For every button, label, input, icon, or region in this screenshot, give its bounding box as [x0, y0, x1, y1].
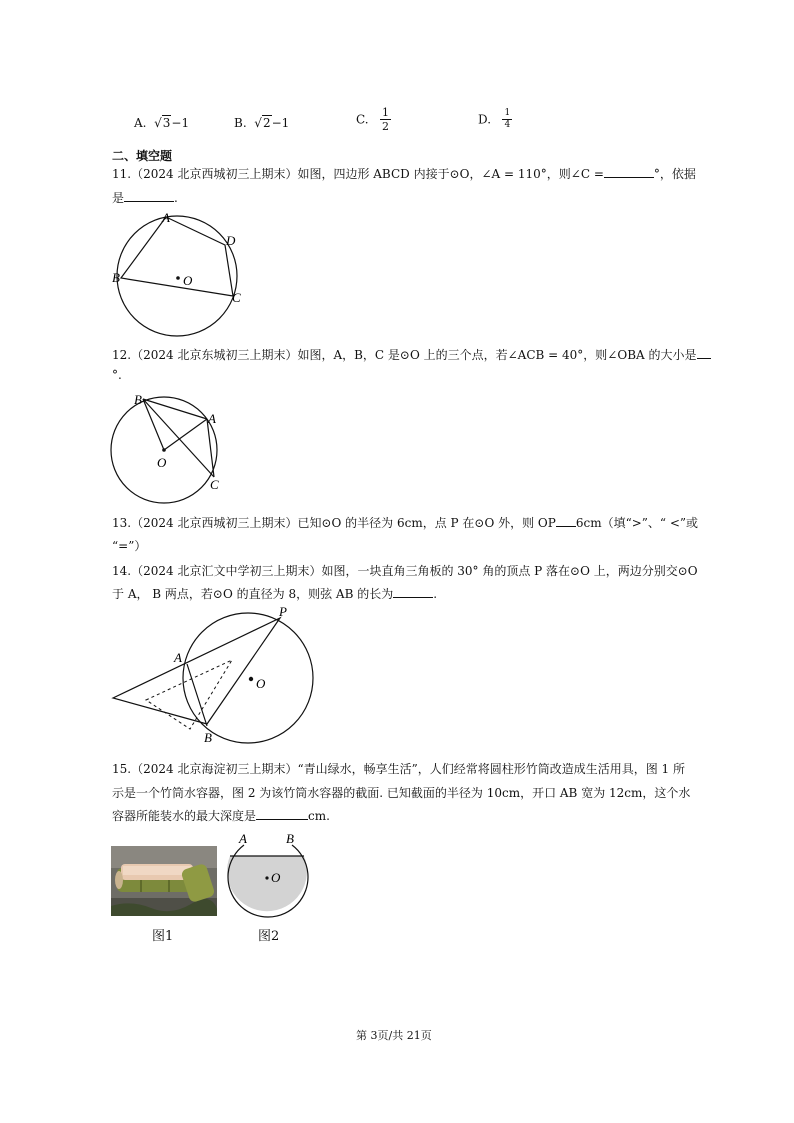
q14-label-b: B: [204, 730, 212, 745]
q14-answer-blank: [393, 586, 433, 598]
q11-figure: [110, 208, 250, 338]
q15-figure2-caption: 图2: [258, 929, 280, 944]
q15-line1: 15.（2024 北京海淀初三上期末）“青山绿水，畅享生活”，人们经常将圆柱形竹筒改造成生活用具，图 1 所: [112, 762, 685, 776]
q11-label-b: B: [112, 270, 120, 285]
q11-label-d: D: [226, 233, 236, 248]
q15-figure2-cross-section: [222, 828, 312, 920]
q11-label-a: A: [162, 210, 170, 225]
q11-center-dot: [176, 276, 180, 280]
option-a: A. √3−1: [134, 116, 190, 130]
q12-label-o: O: [157, 455, 167, 470]
q13-answer-blank: [556, 515, 576, 527]
q15-label-a: A: [239, 831, 247, 846]
q11-quadrilateral: [121, 217, 233, 296]
q12-label-b: B: [134, 392, 142, 407]
q11-label-o: O: [183, 273, 193, 288]
q15-line2: 示是一个竹筒水容器，图 2 为该竹筒水容器的截面. 已知截面的半径为 10cm，开口 AB 宽为 12cm，这个水: [112, 786, 691, 800]
q15-water-area: [227, 856, 307, 911]
q11-label-c: C: [232, 290, 241, 305]
q15-figure1-caption: 图1: [152, 929, 174, 944]
q11-line1: 11.（2024 北京西城初三上期末）如图，四边形 ABCD 内接于⊙O，∠A = 110°，则∠C = °，依据: [112, 167, 696, 181]
q11-line2: 是 .: [112, 191, 178, 205]
q15-line3: 容器所能装水的最大深度是 cm.: [112, 809, 330, 823]
option-b: B. √2−1: [234, 116, 290, 130]
q12-label-a: A: [208, 411, 216, 426]
q13-line2: “=”）: [112, 539, 147, 553]
option-d: D. $\frac{1}{4}$: [478, 108, 511, 130]
section-title: 二、填空题: [112, 149, 173, 163]
q12-center-dot: [162, 448, 166, 452]
q14-label-p: P: [279, 604, 287, 619]
q12-figure: [104, 389, 239, 513]
q15-answer-blank: [256, 808, 308, 820]
q14-line1: 14.（2024 北京汇文中学初三上期末）如图，一块直角三角板的 30° 角的顶点 P 落在⊙O 上，两边分别交⊙O: [112, 564, 698, 578]
q14-circle: [183, 613, 313, 743]
q15-center-dot: [265, 876, 268, 879]
option-c: C. $\frac{1}{2}$: [356, 106, 390, 133]
q12-answer-blank: [697, 347, 711, 359]
q12-line1: 12.（2024 北京东城初三上期末）如图，A，B，C 是⊙O 上的三个点，若∠ACB = 40°，则∠OBA 的大小是: [112, 346, 711, 363]
q11-answer-blank-1: [604, 166, 654, 178]
q11-circle: [117, 216, 237, 336]
q13-line1: 13.（2024 北京西城初三上期末）已知⊙O 的半径为 6cm，点 P 在⊙O 外，则 OP 6cm（填“>”、“ <”或: [112, 516, 699, 530]
q14-label-o: O: [256, 676, 266, 691]
q11-answer-blank-2: [124, 190, 174, 202]
q14-line2: 于 A， B 两点，若⊙O 的直径为 8，则弦 AB 的长为 .: [112, 587, 438, 601]
fraction-one-quarter: $\frac{1}{4}$: [504, 108, 511, 130]
q15-label-b: B: [286, 831, 294, 846]
q14-center-dot: [249, 677, 253, 681]
q12-label-c: C: [210, 477, 219, 492]
q12-line2: °.: [112, 368, 122, 382]
q15-label-o: O: [271, 870, 281, 885]
fraction-one-half: $\frac{1}{2}$: [382, 106, 390, 133]
q15-figure1-bamboo-photo: [111, 846, 217, 916]
q14-figure: [108, 602, 318, 748]
q14-label-a: A: [174, 650, 182, 665]
page-footer: 第 3页/共 21页: [356, 1029, 432, 1042]
q14-triangle-ruler: [113, 618, 280, 724]
